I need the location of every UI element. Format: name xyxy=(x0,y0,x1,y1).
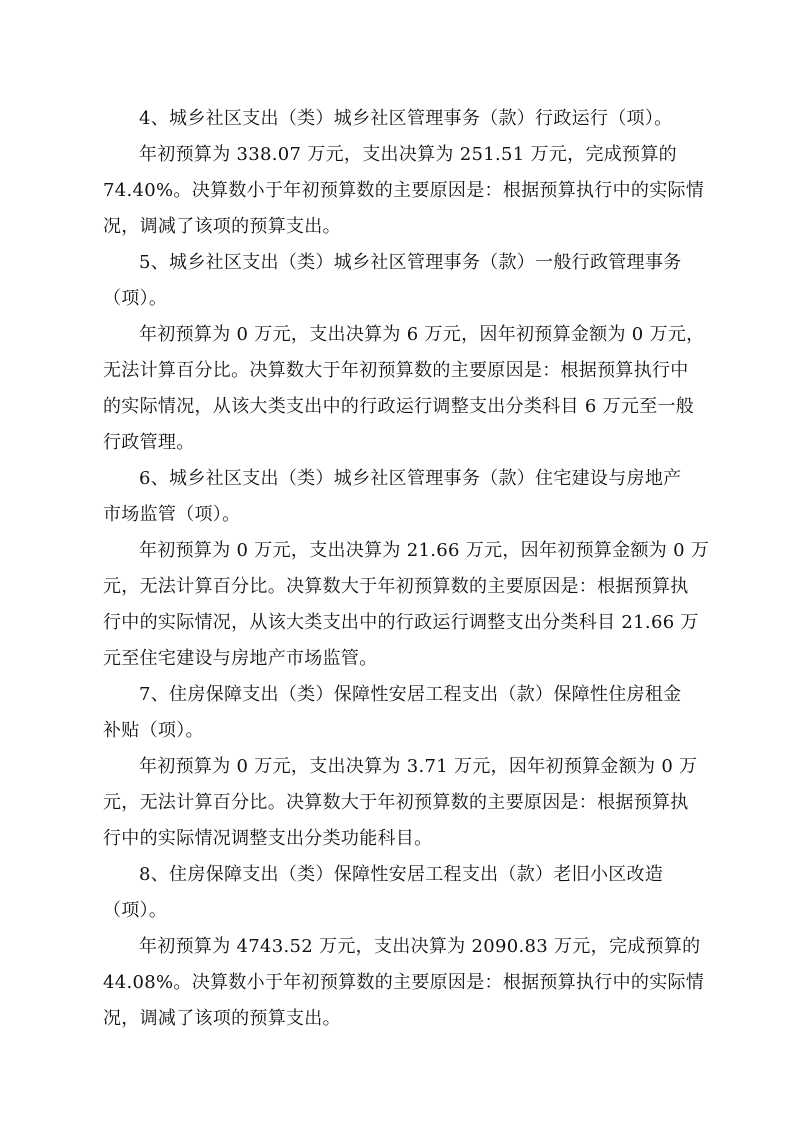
item-6-text-line: 年初预算为 0 万元，支出决算为 21.66 万元，因年初预算金额为 0 万 xyxy=(139,540,710,561)
item-6-heading-cont: 市场监管（项）。 xyxy=(103,504,241,525)
item-8-heading: 8、住房保障支出（类）保障性安居工程支出（款）老旧小区改造 xyxy=(139,864,664,885)
item-4-text-line: 年初预算为 338.07 万元，支出决算为 251.51 万元，完成预算的 xyxy=(139,144,677,165)
item-8-text-line: 况，调减了该项的预算支出。 xyxy=(103,1008,341,1029)
item-5-text-line: 行政管理。 xyxy=(103,432,195,453)
item-4-text-line: 况，调减了该项的预算支出。 xyxy=(103,216,341,237)
item-8-text-line: 年初预算为 4743.52 万元，支出决算为 2090.83 万元，完成预算的 xyxy=(139,936,701,957)
item-6-heading: 6、城乡社区支出（类）城乡社区管理事务（款）住宅建设与房地产 xyxy=(139,468,682,489)
item-6-text-line: 行中的实际情况，从该大类支出中的行政运行调整支出分类科目 21.66 万 xyxy=(103,612,699,633)
item-4-heading: 4、城乡社区支出（类）城乡社区管理事务（款）行政运行（项）。 xyxy=(139,108,673,129)
item-7-heading: 7、住房保障支出（类）保障性安居工程支出（款）保障性住房租金 xyxy=(139,684,682,705)
item-8-text-line: 44.08%。决算数小于年初预算数的主要原因是：根据预算执行中的实际情 xyxy=(103,972,705,993)
item-6-text-line: 元至住宅建设与房地产市场监管。 xyxy=(103,648,378,669)
item-7-text-line: 年初预算为 0 万元，支出决算为 3.71 万元，因年初预算金额为 0 万 xyxy=(139,756,698,777)
document-body xyxy=(103,101,710,1037)
item-4-text-line: 74.40%。决算数小于年初预算数的主要原因是：根据预算执行中的实际情 xyxy=(103,180,705,201)
item-7-heading-cont: 补贴（项）。 xyxy=(103,720,204,741)
item-5-text-line: 无法计算百分比。决算数大于年初预算数的主要原因是：根据预算执行中 xyxy=(103,360,689,381)
item-5-text-line: 的实际情况，从该大类支出中的行政运行调整支出分类科目 6 万元至一般 xyxy=(103,396,695,417)
item-5-heading: 5、城乡社区支出（类）城乡社区管理事务（款）一般行政管理事务 xyxy=(139,252,682,273)
item-5-text-line: 年初预算为 0 万元，支出决算为 6 万元，因年初预算金额为 0 万元， xyxy=(139,324,705,345)
item-7-text-line: 元，无法计算百分比。决算数大于年初预算数的主要原因是：根据预算执 xyxy=(103,792,689,813)
item-8-heading-cont: （项）。 xyxy=(103,900,168,921)
item-6-text-line: 元，无法计算百分比。决算数大于年初预算数的主要原因是：根据预算执 xyxy=(103,576,689,597)
item-7-text-line: 行中的实际情况调整支出分类功能科目。 xyxy=(103,828,433,849)
item-5-heading-cont: （项）。 xyxy=(103,288,168,309)
